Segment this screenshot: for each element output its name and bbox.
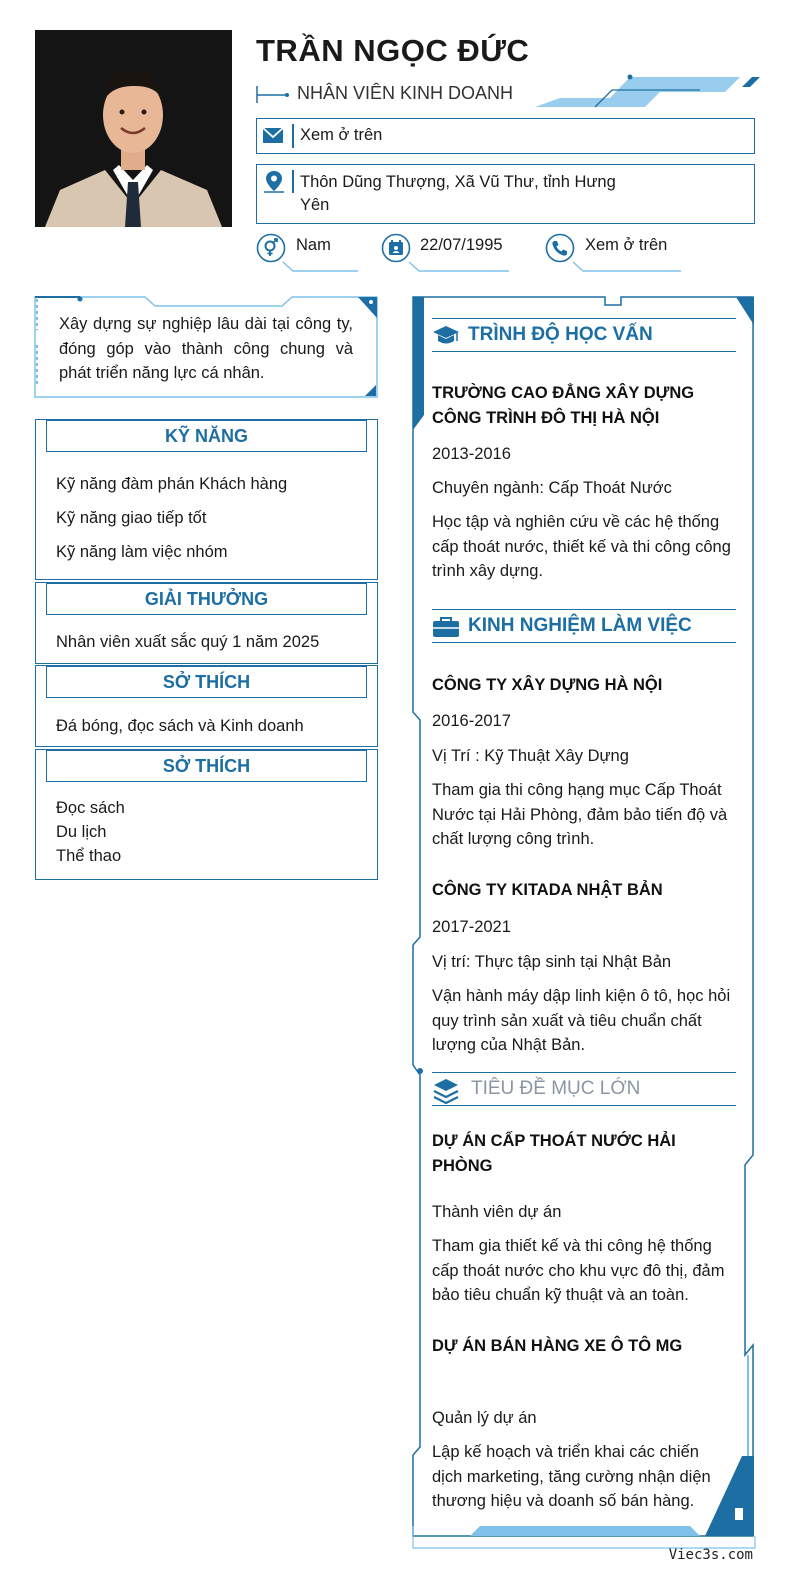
project-description: Tham gia thiết kế và thi công hệ thống cấp thoát nước cho khu vực đô thị, đảm bảo tiêu chuẩn kỹ thuật và an toàn. — [432, 1237, 725, 1304]
education-heading — [432, 318, 736, 352]
address-row — [256, 164, 755, 224]
calendar-icon — [381, 233, 411, 263]
hobby-item: Đá bóng, đọc sách và Kinh doanh — [56, 717, 304, 735]
hobbies-section-2 — [35, 749, 378, 880]
job-period: 2016-2017 — [432, 712, 511, 730]
education-description: Học tập và nghiên cứu về các hệ thống cấp thoát nước, thiết kế và thi công công trình xây dựng. — [432, 513, 731, 580]
job-period: 2017-2021 — [432, 918, 511, 936]
candidate-name: TRẦN NGỌC ĐỨC — [256, 33, 530, 68]
awards-heading: GIẢI THƯỞNG — [46, 583, 367, 615]
layers-icon — [432, 1078, 460, 1104]
project-role: Thành viên dự án — [432, 1203, 562, 1221]
company-name: CÔNG TY KITADA NHẬT BẢN — [432, 881, 663, 899]
skill-item: Kỹ năng đàm phán Khách hàng — [56, 475, 288, 493]
experience-heading — [432, 609, 736, 643]
skill-item: Kỹ năng làm việc nhóm — [56, 543, 228, 561]
profile-photo — [35, 30, 232, 227]
education-major: Chuyên ngành: Cấp Thoát Nước — [432, 479, 672, 497]
hobby-item: Đọc sách — [56, 799, 125, 817]
job-position: Vị Trí : Kỹ Thuật Xây Dựng — [432, 747, 629, 765]
project-role: Quản lý dự án — [432, 1409, 537, 1427]
hobbies-heading: SỞ THÍCH — [46, 666, 367, 698]
job-description: Vận hành máy dập linh kiện ô tô, học hỏi quy trình sản xuất và tiêu chuẩn chất lượng của Nhật Bản. — [432, 987, 731, 1054]
project-name: DỰ ÁN CẤP THOÁT NƯỚC HẢI PHÒNG — [432, 1132, 676, 1175]
experience-title: KINH NGHIỆM LÀM VIỆC — [468, 615, 692, 636]
award-item: Nhân viên xuất sắc quý 1 năm 2025 — [56, 633, 320, 651]
awards-section — [35, 582, 378, 664]
hobbies-section — [35, 665, 378, 747]
birthday-text: 22/07/1995 — [420, 236, 503, 254]
gender-text: Nam — [296, 236, 331, 254]
map-pin-icon — [261, 169, 287, 195]
project-name: DỰ ÁN BÁN HÀNG XE Ô TÔ MG — [432, 1337, 683, 1355]
briefcase-icon — [432, 615, 460, 639]
email-text: Xem ở trên — [300, 126, 383, 144]
career-objective: Xây dựng sự nghiệp lâu dài tại công ty, đóng góp vào thành công chung và phát triển năng lực cá nhân. — [59, 315, 353, 382]
gender-icon — [256, 233, 286, 263]
email-row — [256, 118, 755, 154]
phone-icon — [545, 233, 575, 263]
company-name: CÔNG TY XÂY DỰNG HÀ NỘI — [432, 676, 663, 694]
school-name: TRƯỜNG CAO ĐẲNG XÂY DỰNG CÔNG TRÌNH ĐÔ THỊ HÀ NỘI — [432, 384, 695, 427]
envelope-icon — [261, 123, 287, 149]
projects-heading — [432, 1072, 736, 1106]
address-text: Thôn Dũng Thượng, Xã Vũ Thư, tỉnh Hưng Yên — [300, 173, 616, 214]
projects-title: TIÊU ĐỀ MỤC LỚN — [471, 1078, 641, 1099]
phone-text: Xem ở trên — [585, 236, 668, 254]
skill-item: Kỹ năng giao tiếp tốt — [56, 509, 207, 527]
job-position: Vị trí: Thực tập sinh tại Nhật Bản — [432, 953, 672, 971]
job-title: NHÂN VIÊN KINH DOANH — [297, 83, 514, 103]
hobbies-heading-2: SỞ THÍCH — [46, 750, 367, 782]
footer-watermark: Viec3s.com — [668, 1547, 753, 1563]
hobby-item: Thể thao — [56, 847, 122, 865]
project-description: Lập kế hoạch và triển khai các chiến dịch marketing, tăng cường nhận diện thương hiệu và doanh số bán hàng. — [432, 1443, 711, 1510]
graduation-cap-icon — [432, 324, 460, 348]
education-period: 2013-2016 — [432, 445, 511, 463]
education-title: TRÌNH ĐỘ HỌC VẤN — [468, 324, 653, 345]
hobby-item: Du lịch — [56, 823, 107, 841]
skills-heading: KỸ NĂNG — [46, 420, 367, 452]
job-description: Tham gia thi công hạng mục Cấp Thoát Nước tại Hải Phòng, đảm bảo tiến độ và chất lượng công trình. — [432, 781, 728, 848]
skills-section — [35, 419, 378, 580]
